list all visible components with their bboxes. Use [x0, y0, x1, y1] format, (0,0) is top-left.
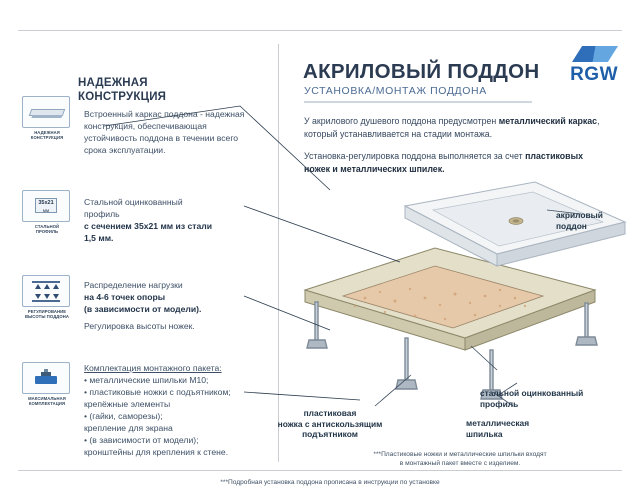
frame-beams-graphic [305, 248, 595, 350]
page-title: АКРИЛОВЫЙ ПОДДОН [303, 60, 540, 83]
feature-block-kit [22, 362, 262, 462]
page-subtitle: УСТАНОВКА/МОНТАЖ ПОДДОНА [304, 85, 487, 97]
callout-acrylic-tray [556, 210, 603, 231]
profile-text-line1: Стальной оцинкованный [84, 197, 183, 207]
callout-foot-line2: ножка с антискользящим [277, 418, 383, 429]
left-section-title-line1: НАДЕЖНАЯ [78, 77, 148, 89]
footnote-1-line1: ***Пластиковые ножки и металлические шпильки входят [373, 451, 547, 458]
height-adjust-icon [22, 275, 70, 307]
steel-profile-icon [22, 190, 70, 222]
feature-icon-caption [22, 130, 72, 140]
adjust-text-line4: Регулировка высоты ножек. [84, 321, 195, 331]
title-underline [304, 101, 532, 103]
brand-logo [570, 46, 618, 86]
profile-text-line2: профиль [84, 209, 120, 219]
kit-item: крепление для экрана [84, 423, 173, 433]
feature-text-adjust [84, 279, 256, 332]
icon-caption-line1: НАДЕЖНАЯ [34, 130, 60, 135]
callout-plastic-foot [248, 408, 412, 440]
callout-profile-line1: стальной оцинкованный [480, 388, 584, 398]
left-section-title-line2: КОНСТРУКЦИЯ [78, 91, 167, 103]
kit-item: крепёжные элементы [84, 399, 171, 409]
footnote-1-line2: в монтажный пакет вместе с изделием. [399, 460, 521, 467]
callout-steel-profile [480, 388, 583, 409]
divider-top [18, 30, 622, 31]
callout-stud-line1: металлическая [466, 418, 530, 428]
icon-caption-line1: РЕГУЛИРОВАНИЕ [27, 309, 67, 314]
kit-item: • металлические шпильки М10; [84, 375, 209, 385]
profile-icon-unit: мм [42, 208, 50, 213]
profile-text-line3: с сечением 35х21 мм из стали [84, 221, 213, 231]
feature-text-kit [84, 362, 256, 458]
kit-item: • (в зависимости от модели); [84, 435, 199, 445]
divider-vertical [278, 44, 279, 462]
icon-caption-line2: ВЫСОТЫ ПОДДОНА [24, 314, 69, 320]
adjust-text-line1: Распределение нагрузки [84, 280, 183, 290]
profile-icon-value: 35х21 [38, 200, 54, 206]
icon-caption-line1: СТАЛЬНОЙ [34, 224, 60, 229]
icon-caption-line2: КОМПЛЕКТАЦИЯ [28, 401, 66, 407]
feature-text-construction: Встроенный каркас поддона - надежная конструкция, обеспечивающая устойчивость поддона в течении всего срока эксплуатации. [84, 109, 245, 155]
feature-text-profile [84, 196, 256, 244]
intro-p1-bold: металлический каркас [498, 116, 598, 126]
callout-profile-line2: профиль [480, 398, 519, 409]
feature-icon-caption [22, 396, 72, 406]
feature-block-construction [22, 96, 262, 166]
mounting-kit-icon [22, 362, 70, 394]
callout-tray-line2: поддон [556, 220, 587, 231]
intro-p1-part1: У акрилового душевого поддона предусмотрен [304, 116, 499, 126]
feature-block-adjust [22, 275, 262, 335]
logo-mark-icon [572, 46, 618, 62]
icon-caption-line1: МАКСИМАЛЬНАЯ [28, 396, 66, 401]
feature-icon-wrap [22, 190, 72, 234]
adjust-text-line3: (в зависимости от модели). [84, 304, 202, 314]
footnote-1 [300, 450, 620, 468]
intro-p2-bold: пластиковых ножек и металлических шпилек. [304, 151, 583, 174]
icon-caption-line2: ПРОФИЛЬ [35, 229, 59, 235]
divider-bottom [18, 470, 622, 471]
callout-metal-stud [466, 418, 529, 439]
callout-tray-line1: акриловый [556, 210, 603, 220]
feature-block-profile [22, 190, 262, 250]
intro-p2-part1: Установка-регулировка поддона выполняется за счет [304, 151, 526, 161]
feature-icon-wrap [22, 96, 72, 140]
feature-icon-wrap [22, 362, 72, 406]
feature-icon-caption [22, 224, 72, 234]
adjust-text-line2: на 4-6 точек опоры [84, 292, 166, 302]
feature-icon-caption [22, 309, 72, 319]
footnote-2: ***Подробная установка поддона прописана в инструкции по установке [220, 479, 440, 486]
feature-icon-wrap [22, 275, 72, 319]
callout-foot-line1: пластиковая [303, 408, 357, 418]
kit-item: • (гайки, саморезы); [84, 411, 163, 421]
callout-foot-line3: подъятником [302, 429, 358, 439]
intro-paragraph-1 [304, 115, 604, 140]
intro-p1-part2: , который устанавливается на стадии монтажа. [304, 116, 600, 139]
kit-text-title: Комплектация монтажного пакета: [84, 363, 222, 373]
kit-item: кронштейны для крепления к стене. [84, 447, 229, 457]
callout-stud-line2: шпилька [466, 428, 503, 439]
profile-text-line4: 1,5 мм. [84, 233, 114, 243]
logo-text: RGW [570, 64, 618, 85]
kit-item: • пластиковые ножки с подъятником; [84, 387, 231, 397]
frame-rail-icon [22, 96, 70, 128]
icon-caption-line2: КОНСТРУКЦИЯ [30, 135, 64, 141]
